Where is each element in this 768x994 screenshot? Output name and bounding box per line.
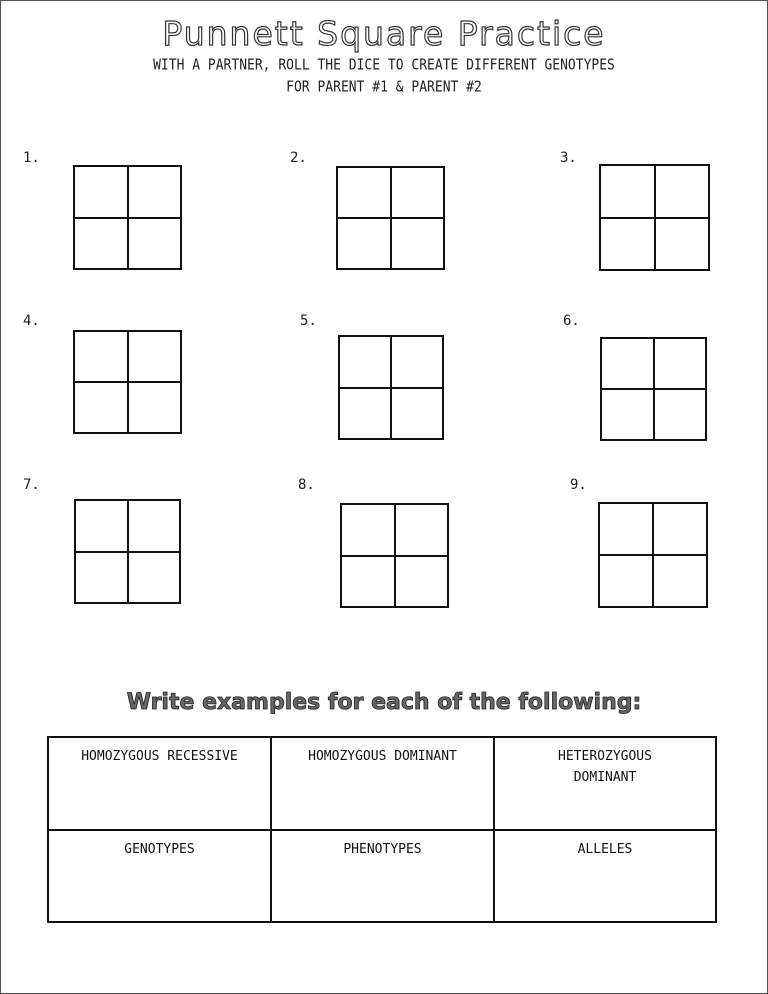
examples-cell-genotypes[interactable] [48,830,271,923]
punnett-cell[interactable] [391,218,445,269]
punnett-cell[interactable] [600,165,655,218]
punnett-cell[interactable] [337,167,391,218]
examples-table [47,736,717,923]
examples-cell-homozygous-recessive[interactable] [48,737,271,830]
examples-cell-heterozygous-dominant[interactable] [494,737,716,830]
cell-label: HOMOZYGOUS DOMINANT [308,749,457,764]
instructions-line-2: FOR PARENT #1 & PARENT #2 [286,78,482,97]
punnett-cell[interactable] [74,218,128,270]
punnett-cell[interactable] [337,218,391,269]
cell-label: GENOTYPES [124,841,195,857]
punnett-cell[interactable] [128,166,182,218]
punnett-cell[interactable] [395,556,449,608]
problem-number: 8. [298,477,315,493]
punnett-cell[interactable] [128,218,182,270]
punnett-cell[interactable] [74,331,128,382]
punnett-cell[interactable] [600,218,655,271]
punnett-cell[interactable] [128,331,182,382]
cell-label: HETEROZYGOUS DOMINANT [558,749,652,785]
punnett-square[interactable] [338,335,444,440]
punnett-cell[interactable] [128,382,182,433]
punnett-cell[interactable] [391,388,443,440]
problem-number: 5. [300,313,317,329]
punnett-cell[interactable] [128,552,181,604]
punnett-square[interactable] [340,503,449,608]
punnett-cell[interactable] [655,218,710,271]
punnett-square[interactable] [74,499,181,604]
punnett-cell[interactable] [653,555,707,607]
cell-label: PHENOTYPES [343,841,422,857]
punnett-cell[interactable] [341,504,395,556]
punnett-cell[interactable] [599,503,653,555]
problem-number: 4. [23,313,40,329]
problem-number: 9. [570,477,587,493]
punnett-square[interactable] [73,330,182,434]
punnett-cell[interactable] [128,500,181,552]
punnett-square[interactable] [336,166,445,270]
punnett-cell[interactable] [339,388,391,440]
problem-number: 6. [563,313,580,329]
punnett-square[interactable] [73,165,182,270]
cell-label: ALLELES [577,841,633,857]
punnett-square[interactable] [598,502,708,608]
punnett-cell[interactable] [74,166,128,218]
punnett-cell[interactable] [75,500,128,552]
examples-cell-phenotypes[interactable] [271,830,494,923]
punnett-cell[interactable] [74,382,128,433]
page-title: Punnett Square Practice [162,14,606,53]
punnett-cell[interactable] [654,389,707,440]
punnett-cell[interactable] [653,503,707,555]
punnett-cell[interactable] [601,389,654,440]
examples-cell-homozygous-dominant[interactable] [271,737,494,830]
cell-label: HOMOZYGOUS RECESSIVE [81,749,238,764]
punnett-square[interactable] [600,337,707,441]
problem-number: 3. [560,150,577,166]
problem-number: 2. [290,150,307,166]
punnett-cell[interactable] [391,167,445,218]
examples-cell-alleles[interactable] [494,830,716,923]
examples-heading: Write examples for each of the following: [126,690,642,715]
punnett-cell[interactable] [395,504,449,556]
problem-number: 7. [23,477,40,493]
punnett-cell[interactable] [75,552,128,604]
punnett-cell[interactable] [599,555,653,607]
punnett-square[interactable] [599,164,710,271]
punnett-cell[interactable] [655,165,710,218]
punnett-cell[interactable] [654,338,707,389]
punnett-cell[interactable] [341,556,395,608]
punnett-cell[interactable] [339,336,391,388]
instructions-line-1: WITH A PARTNER, ROLL THE DICE TO CREATE DIFFERENT GENOTYPES [153,56,615,75]
punnett-cell[interactable] [391,336,443,388]
problem-number: 1. [23,150,40,166]
punnett-cell[interactable] [601,338,654,389]
